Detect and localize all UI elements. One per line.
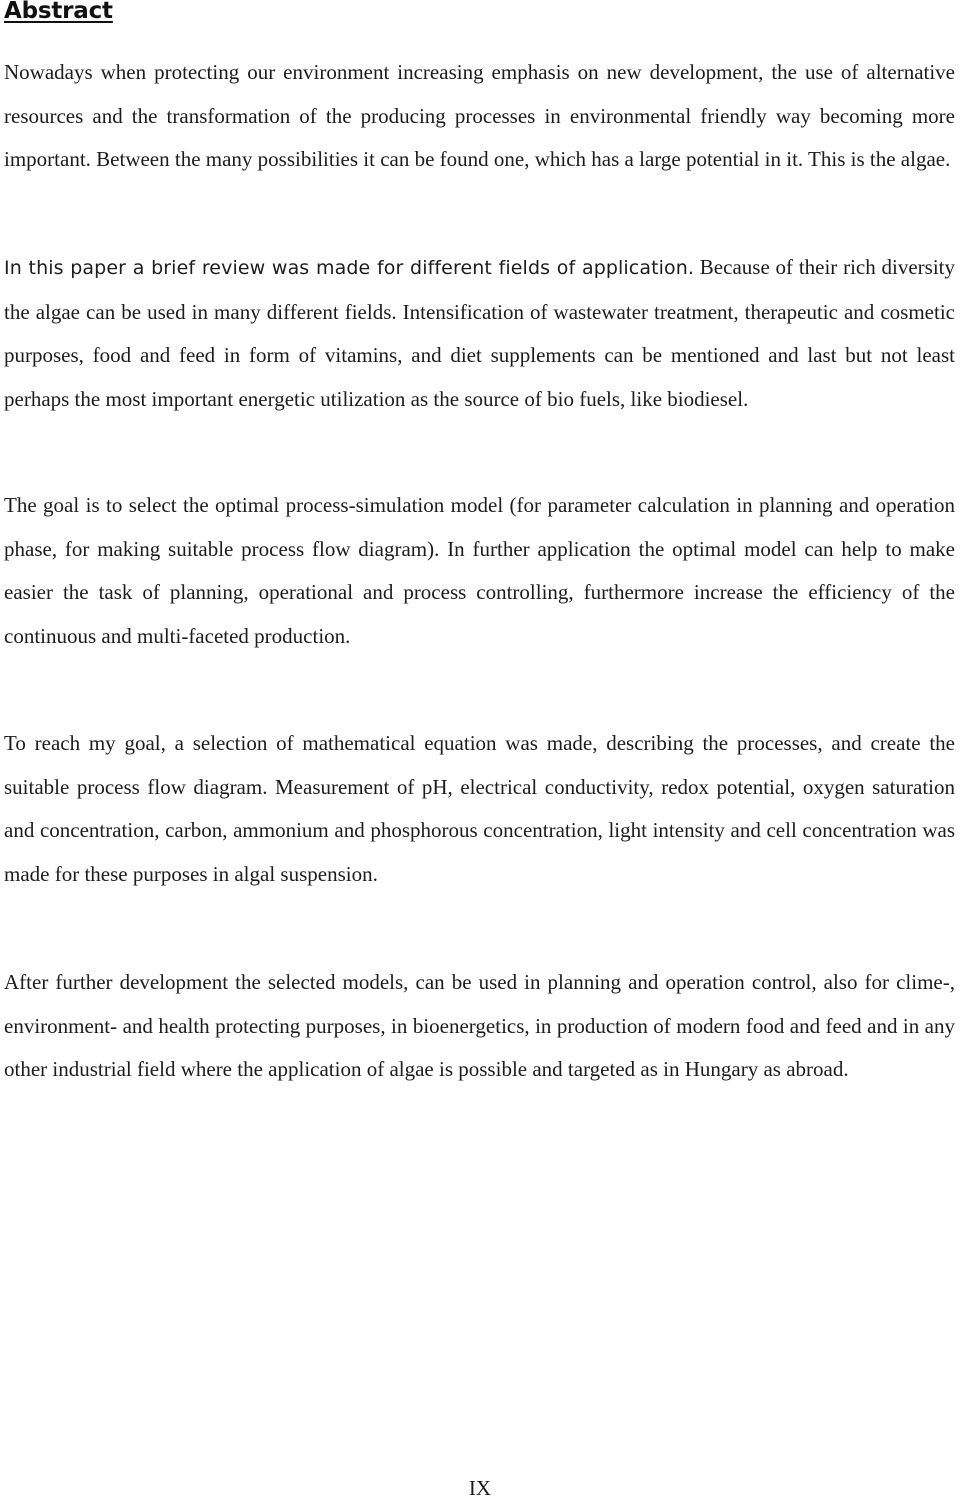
page-number: IX [468, 1476, 492, 1500]
paragraph-review-rest: Because of their rich diversity the algae can be used in many different fields. Intensification of wastewater treatment, therapeutic and cosmetic purposes, food and feed in form of vitamins, and diet supplements can be mentioned and last but not least perhaps the most important energetic utilization as the source of bio fuels, like biodiesel. [4, 255, 956, 411]
paragraph-goal: The goal is to select the optimal process-simulation model (for parameter calculation in planning and operation phase, for making suitable process flow diagram). In further application the optimal model can help to make easier the task of planning, operational and process controlling, furthermore increase the efficiency of the continuous and multi-faceted production. [4, 493, 955, 648]
paragraph-outlook: After further development the selected models, can be used in planning and operation control, also for clime-, environment- and health protecting purposes, in bioenergetics, in production of modern food and feed and in any other industrial field where the application of algae is possible and targeted as in Hungary as abroad. [4, 970, 955, 1082]
paragraph-review [4, 246, 955, 421]
paragraph-intro: Nowadays when protecting our environment increasing emphasis on new development, the use of alternative resources and the transformation of the producing processes in environmental friendly way becoming more important. Between the many possibilities it can be found one, which has a large potential in it. This is the algae. [4, 60, 955, 172]
paragraph-method: To reach my goal, a selection of mathematical equation was made, describing the processes, and create the suitable process flow diagram. Measurement of pH, electrical conductivity, redox potential, oxygen saturation and concentration, carbon, ammonium and phosphorous concentration, light intensity and cell concentration was made for these purposes in algal suspension. [4, 731, 955, 886]
abstract-heading: Abstract [4, 0, 113, 24]
paragraph-review-lead: In this paper a brief review was made for different fields of application. [4, 257, 695, 279]
